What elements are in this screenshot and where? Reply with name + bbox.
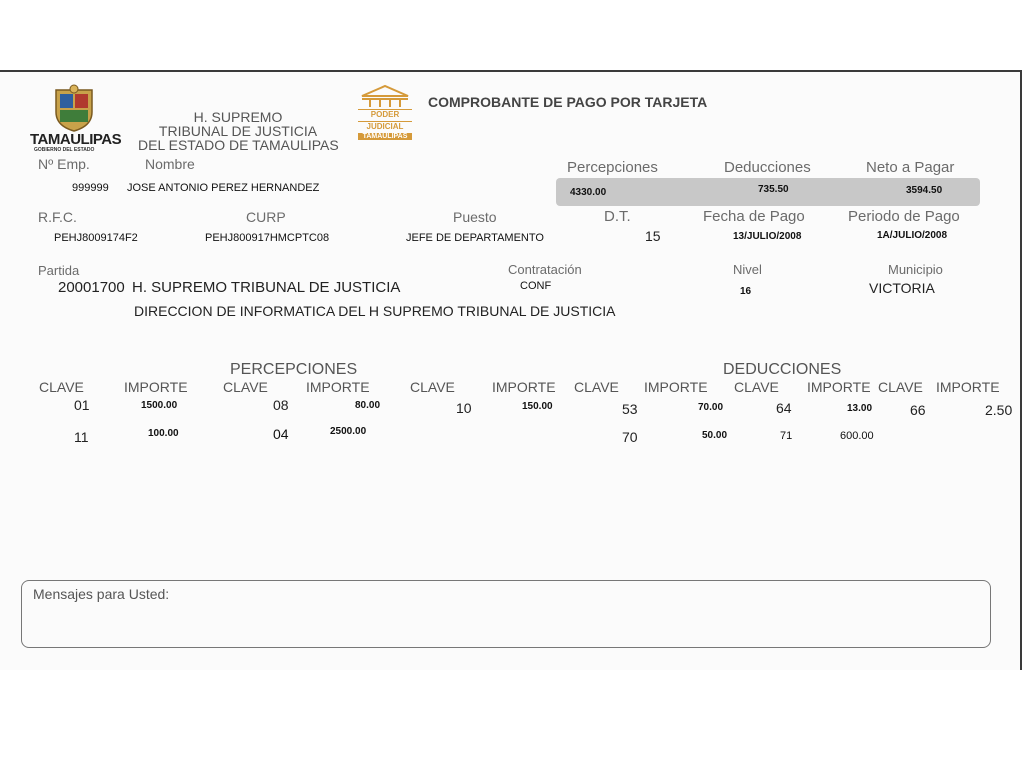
percepcion-importe: 150.00 — [522, 401, 553, 412]
direccion-value: DIRECCION DE INFORMATICA DEL H SUPREMO TRIBUNAL DE JUSTICIA — [134, 303, 616, 319]
puesto-label: Puesto — [453, 209, 497, 225]
deduccion-clave: 64 — [776, 400, 792, 416]
municipio-label: Municipio — [888, 262, 943, 277]
curp-label: CURP — [246, 209, 286, 225]
partida-value: 20001700 — [58, 279, 125, 296]
nivel-label: Nivel — [733, 262, 762, 277]
percepciones-section-title: PERCEPCIONES — [230, 361, 358, 378]
deducciones-total: 735.50 — [758, 184, 789, 195]
deducciones-section-title: DEDUCCIONES — [723, 361, 842, 378]
document-title: COMPROBANTE DE PAGO POR TARJETA — [428, 94, 708, 110]
puesto-value: JEFE DE DEPARTAMENTO — [406, 232, 544, 244]
dt-label: D.T. — [604, 208, 631, 225]
partida-name: H. SUPREMO TRIBUNAL DE JUSTICIA — [132, 279, 401, 296]
percepciones-total: 4330.00 — [570, 187, 607, 198]
percepcion-importe: 2500.00 — [330, 426, 367, 437]
importe-header-6: IMPORTE — [936, 379, 1000, 395]
periodo-pago-label: Periodo de Pago — [848, 208, 960, 225]
deduccion-importe: 13.00 — [847, 403, 873, 414]
clave-header-6: CLAVE — [878, 379, 923, 395]
payment-receipt — [0, 70, 1022, 670]
deduccion-importe: 50.00 — [702, 430, 728, 441]
employee-name-label: Nombre — [145, 156, 195, 172]
partida-label: Partida — [38, 263, 80, 278]
deducciones-total-label: Deducciones — [724, 159, 811, 176]
fecha-pago-value: 13/JULIO/2008 — [733, 231, 802, 242]
clave-header-5: CLAVE — [734, 379, 779, 395]
municipio-value: VICTORIA — [869, 280, 935, 296]
percepcion-importe: 80.00 — [355, 400, 381, 411]
deduccion-importe: 2.50 — [985, 402, 1013, 418]
deduccion-clave: 70 — [622, 429, 638, 445]
institution-line-1: H. SUPREMO — [193, 109, 283, 125]
emblem-text-3: TAMAULIPAS — [358, 133, 412, 140]
importe-header-5: IMPORTE — [807, 379, 871, 395]
percepcion-clave: 08 — [273, 397, 289, 413]
percepciones-total-label: Percepciones — [567, 159, 658, 176]
fecha-pago-label: Fecha de Pago — [703, 208, 805, 225]
curp-value: PEHJ800917HMCPTC08 — [205, 232, 330, 244]
tamaulipas-coat-of-arms-icon — [52, 84, 96, 137]
importe-header-2: IMPORTE — [306, 379, 370, 395]
percepcion-importe: 100.00 — [148, 428, 179, 439]
neto-label: Neto a Pagar — [866, 159, 955, 176]
deduccion-clave: 66 — [910, 402, 926, 418]
emblem-text-2: JUDICIAL — [358, 121, 412, 131]
percepcion-clave: 11 — [74, 429, 89, 445]
deduccion-clave: 53 — [622, 401, 638, 417]
employee-name: JOSE ANTONIO PEREZ HERNANDEZ — [127, 182, 320, 194]
state-name: TAMAULIPAS — [30, 131, 122, 148]
employee-number: 999999 — [72, 182, 109, 194]
importe-header-1: IMPORTE — [124, 379, 188, 395]
periodo-pago-value: 1A/JULIO/2008 — [877, 230, 948, 241]
clave-header-1: CLAVE — [39, 379, 84, 395]
deduccion-clave: 71 — [780, 430, 793, 442]
rfc-value: PEHJ8009174F2 — [54, 232, 138, 244]
dt-value: 15 — [645, 228, 661, 244]
messages-label: Mensajes para Usted: — [33, 586, 170, 602]
clave-header-2: CLAVE — [223, 379, 268, 395]
percepcion-clave: 04 — [273, 426, 289, 442]
importe-header-4: IMPORTE — [644, 379, 708, 395]
importe-header-3: IMPORTE — [492, 379, 556, 395]
contratacion-label: Contratación — [508, 262, 582, 277]
messages-box — [21, 580, 991, 648]
institution-line-2: TRIBUNAL DE JUSTICIA — [158, 123, 318, 139]
contratacion-value: CONF — [520, 280, 552, 292]
nivel-value: 16 — [740, 286, 752, 297]
neto-total: 3594.50 — [906, 185, 943, 196]
employee-number-label: Nº Emp. — [38, 156, 90, 172]
deduccion-importe: 70.00 — [698, 402, 724, 413]
poder-judicial-emblem — [358, 84, 412, 150]
clave-header-3: CLAVE — [410, 379, 455, 395]
clave-header-4: CLAVE — [574, 379, 619, 395]
institution-line-3: DEL ESTADO DE TAMAULIPAS — [138, 137, 339, 153]
percepcion-importe: 1500.00 — [141, 400, 178, 411]
state-subtitle: GOBIERNO DEL ESTADO — [34, 147, 95, 153]
percepcion-clave: 01 — [74, 397, 90, 413]
percepcion-clave: 10 — [456, 400, 472, 416]
emblem-text-1: PODER — [358, 109, 412, 119]
deduccion-importe: 600.00 — [840, 430, 874, 442]
courthouse-icon — [358, 84, 412, 108]
rfc-label: R.F.C. — [38, 209, 77, 225]
